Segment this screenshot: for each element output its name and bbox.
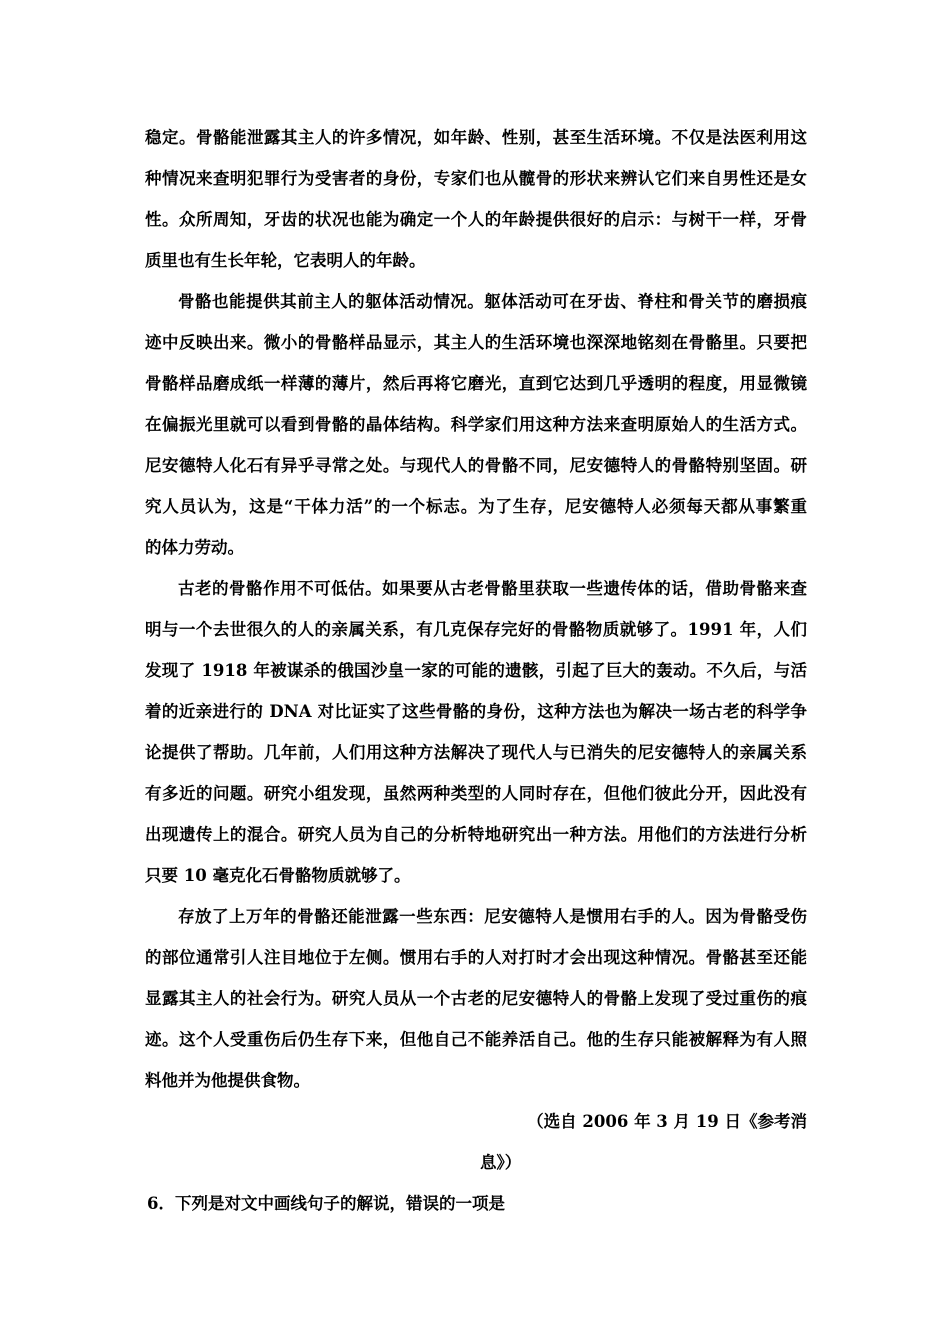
text-line: 究人员认为，这是“干体力活”的一个标志。为了生存，尼安德特人必须每天都从事繁重 <box>145 497 807 516</box>
text-line: 质里也有生长年轮，它表明人的年龄。 <box>145 251 426 270</box>
text-line: 的体力劳动。 <box>145 538 244 557</box>
text-line: 出现遗传上的混合。研究人员为自己的分析特地研究出一种方法。用他们的方法进行分析 <box>145 825 807 844</box>
text-line: 着的近亲进行的 DNA 对比证实了这些骨骼的身份，这种方法也为解决一场古老的科学争 <box>145 702 807 721</box>
text-line: 迹。这个人受重伤后仍生存下来，但他自己不能养活自己。他的生存只能被解释为有人照 <box>145 1030 807 1049</box>
text-line: 古老的骨骼作用不可低估。如果要从古老骨骼里获取一些遗传体的话，借助骨骼来查 <box>178 579 807 598</box>
text-line: 骨骼样品磨成纸一样薄的薄片，然后再将它磨光，直到它达到几乎透明的程度，用显微镜 <box>145 374 807 393</box>
text-line: 发现了 1918 年被谋杀的俄国沙皇一家的可能的遗骸，引起了巨大的轰动。不久后，与活 <box>145 661 807 680</box>
text-line: 稳定。骨骼能泄露其主人的许多情况，如年龄、性别，甚至生活环境。不仅是法医利用这 <box>145 128 807 147</box>
text-line: 性。众所周知，牙齿的状况也能为确定一个人的年龄提供很好的启示：与树干一样，牙骨 <box>145 210 807 229</box>
text-line: 迹中反映出来。微小的骨骼样品显示，其主人的生活环境也深深地铭刻在骨骼里。只要把 <box>145 333 807 352</box>
text-line: 显露其主人的社会行为。研究人员从一个古老的尼安德特人的骨骼上发现了受过重伤的痕 <box>145 989 807 1008</box>
text-line: 骨骼也能提供其前主人的躯体活动情况。躯体活动可在牙齿、脊柱和骨关节的磨损痕 <box>178 292 807 311</box>
text-line: 料他并为他提供食物。 <box>145 1071 310 1090</box>
text-line: 尼安德特人化石有异乎寻常之处。与现代人的骨骼不同，尼安德特人的骨骼特别坚固。研 <box>145 456 807 475</box>
text-line: 只要 10 毫克化石骨骼物质就够了。 <box>145 866 411 885</box>
source-line: （选自 2006 年 3 月 19 日《参考消 <box>527 1112 807 1131</box>
text-line: 有多近的问题。研究小组发现，虽然两种类型的人同时存在，但他们彼此分开，因此没有 <box>145 784 807 803</box>
text-line: 存放了上万年的骨骼还能泄露一些东西：尼安德特人是惯用右手的人。因为骨骼受伤 <box>178 907 807 926</box>
text-line: 明与一个去世很久的人的亲属关系，有几克保存完好的骨骼物质就够了。1991 年，人们 <box>145 620 807 639</box>
text-line: 论提供了帮助。几年前，人们用这种方法解决了现代人与已消失的尼安德特人的亲属关系 <box>145 743 807 762</box>
question-6: 6．下列是对文中画线句子的解说，错误的一项是 <box>147 1194 505 1213</box>
source-line: 息》） <box>480 1153 522 1172</box>
text-line: 种情况来查明犯罪行为受害者的身份，专家们也从髋骨的形状来辨认它们来自男性还是女 <box>145 169 807 188</box>
text-line: 的部位通常引人注目地位于左侧。惯用右手的人对打时才会出现这种情况。骨骼甚至还能 <box>145 948 807 967</box>
text-line: 在偏振光里就可以看到骨骼的晶体结构。科学家们用这种方法来查明原始人的生活方式。 <box>145 415 807 434</box>
